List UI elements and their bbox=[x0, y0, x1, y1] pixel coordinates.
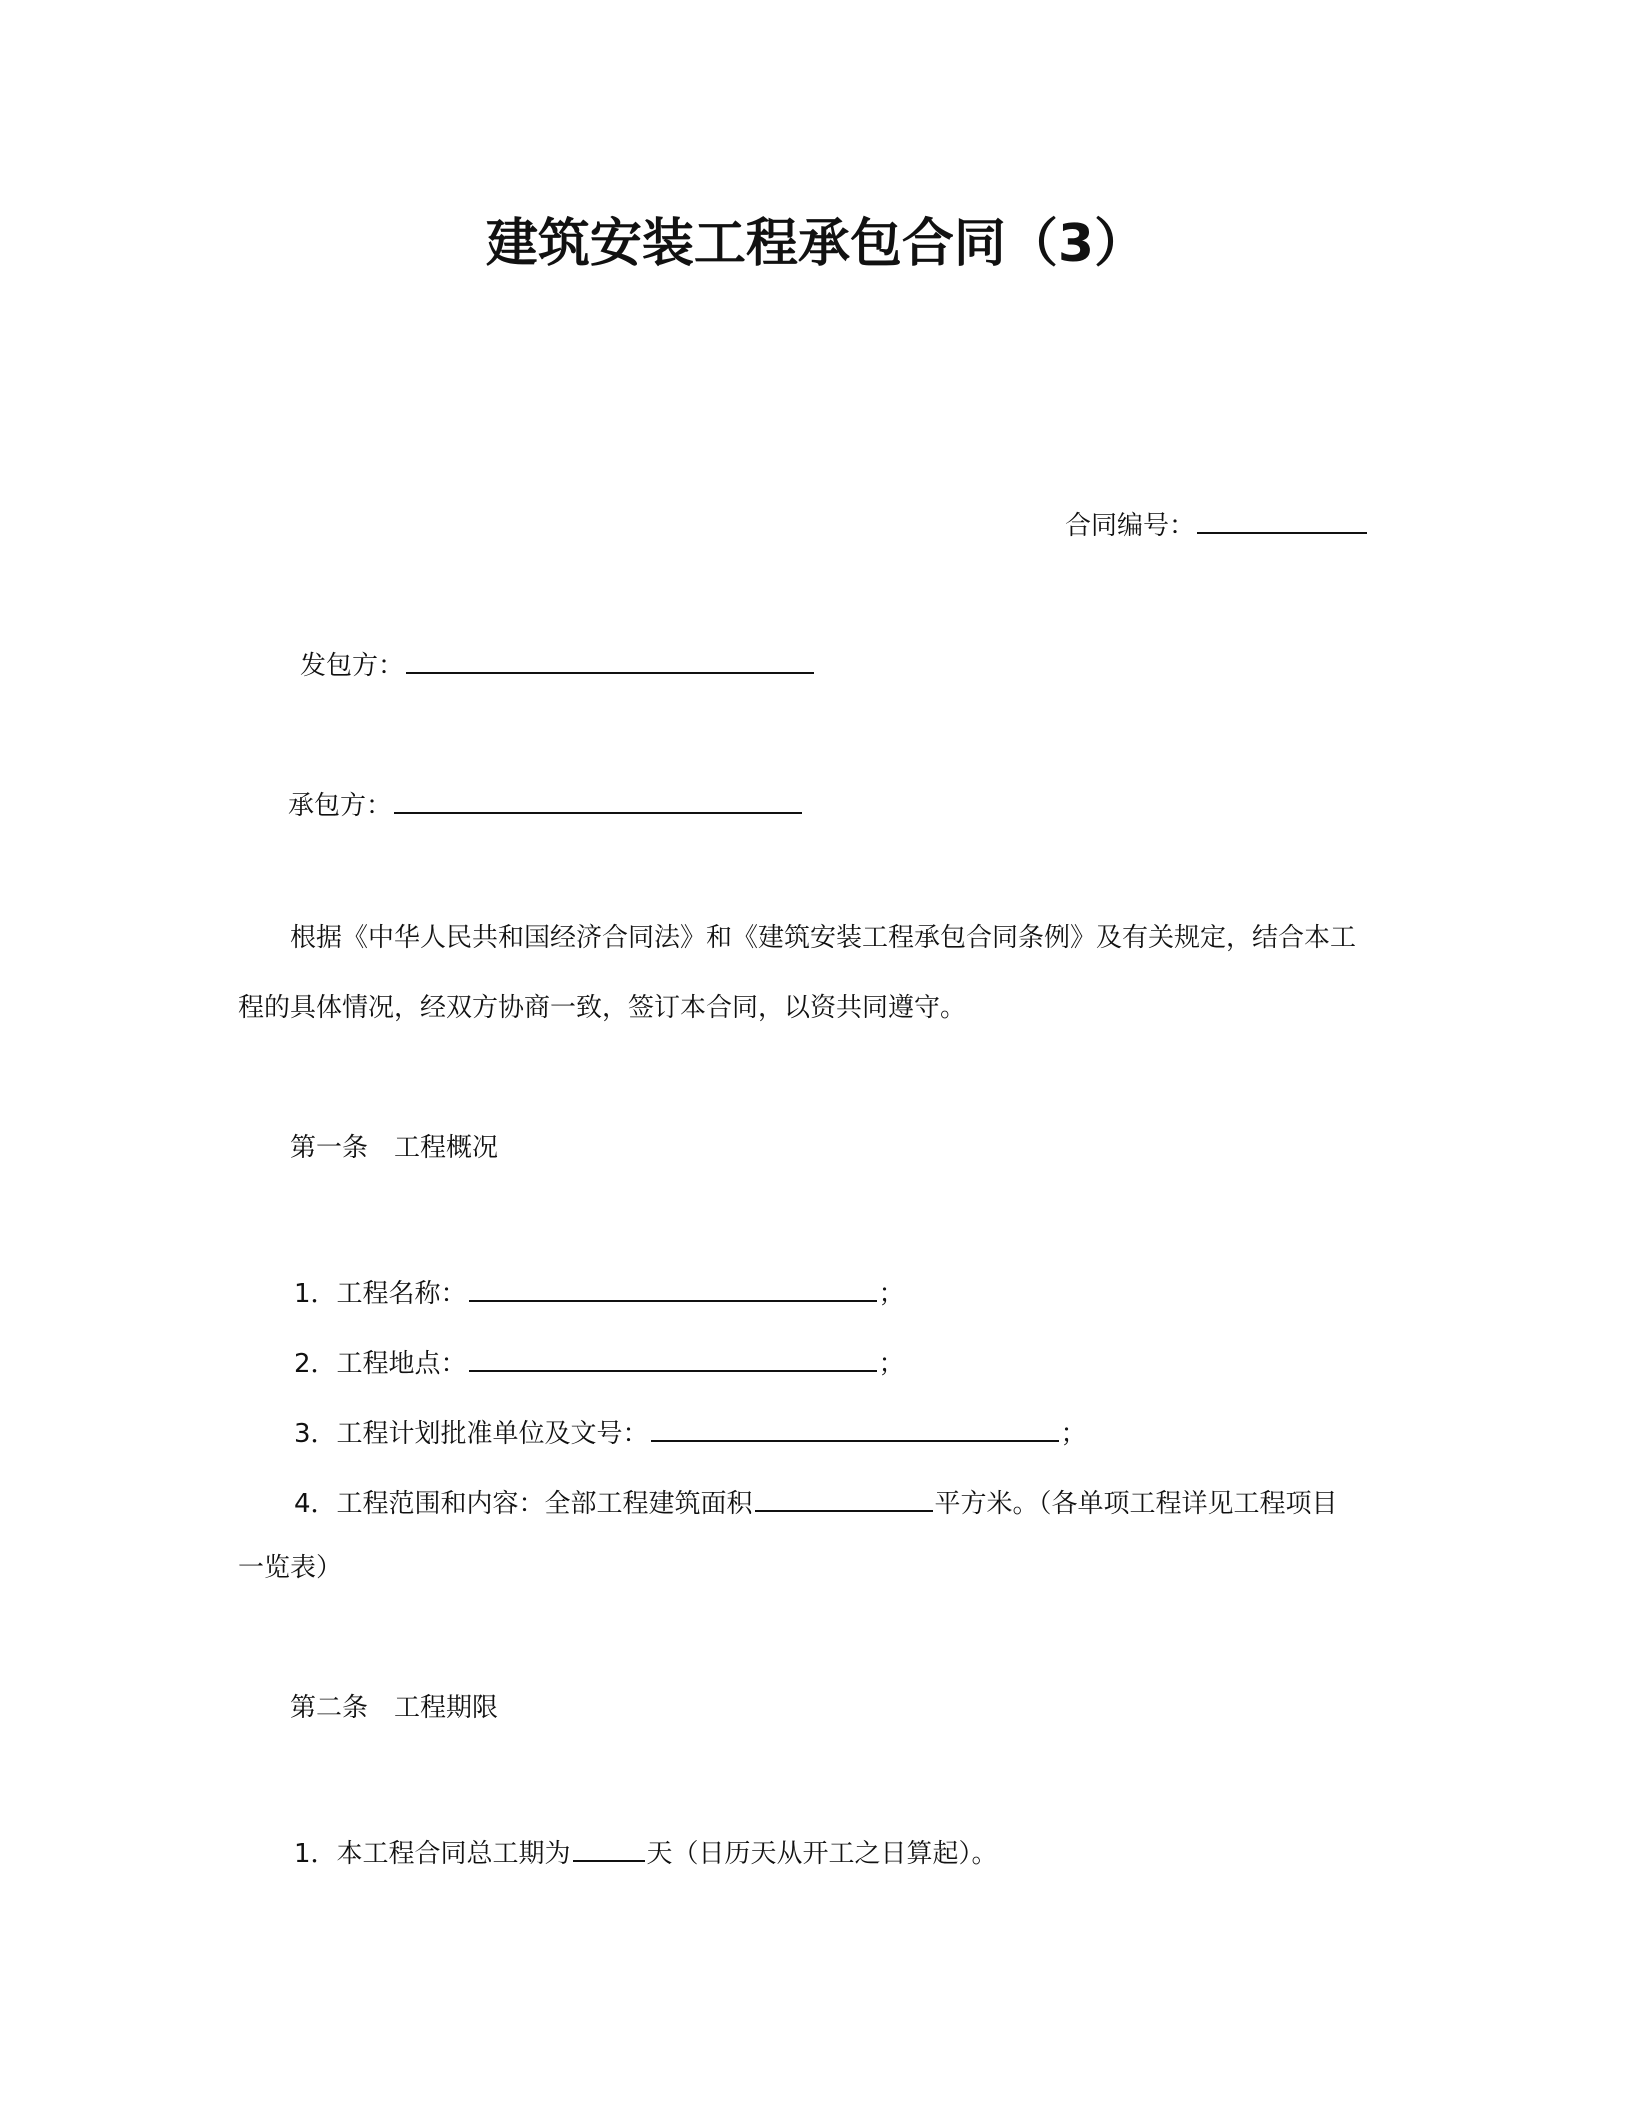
contract-number-line bbox=[1065, 502, 1369, 544]
project-location-label: 2．工程地点： bbox=[294, 1349, 467, 1379]
building-area-blank[interactable] bbox=[755, 1480, 933, 1512]
duration-suffix: 天（日历天从开工之日算起）。 bbox=[646, 1839, 998, 1869]
contract-number-label: 合同编号： bbox=[1065, 511, 1196, 541]
item-end-punct: ； bbox=[878, 1279, 905, 1309]
approval-unit-label: 3．工程计划批准单位及文号： bbox=[294, 1419, 649, 1449]
article-1-item-4-continued: 一览表） bbox=[238, 1553, 343, 1583]
article-2-heading: 第二条 工程期限 bbox=[290, 1693, 499, 1723]
party-b-line bbox=[288, 782, 804, 824]
document-title: 建筑安装工程承包合同（3） bbox=[485, 214, 1147, 274]
party-b-blank[interactable] bbox=[394, 782, 802, 814]
article-1-item-1 bbox=[294, 1270, 905, 1312]
item-end-punct: ； bbox=[878, 1349, 905, 1379]
party-b-label: 承包方： bbox=[288, 791, 393, 821]
article-1-item-2 bbox=[294, 1340, 905, 1382]
article-1-item-3 bbox=[294, 1410, 1087, 1452]
article-1-item-4 bbox=[294, 1480, 1338, 1522]
scope-prefix: 4．工程范围和内容：全部工程建筑面积 bbox=[294, 1489, 753, 1519]
project-location-blank[interactable] bbox=[469, 1340, 877, 1372]
preamble-line-2: 程的具体情况，经双方协商一致，签订本合同，以资共同遵守。 bbox=[238, 993, 967, 1023]
party-a-label: 发包方： bbox=[300, 651, 405, 681]
item-end-punct: ； bbox=[1060, 1419, 1087, 1449]
duration-days-blank[interactable] bbox=[573, 1830, 645, 1862]
project-name-label: 1．工程名称： bbox=[294, 1279, 467, 1309]
duration-prefix: 1．本工程合同总工期为 bbox=[294, 1839, 571, 1869]
article-1-heading: 第一条 工程概况 bbox=[290, 1133, 499, 1163]
party-a-blank[interactable] bbox=[406, 642, 814, 674]
preamble-line-1: 根据《中华人民共和国经济合同法》和《建筑安装工程承包合同条例》及有关规定，结合本工 bbox=[290, 923, 1357, 953]
contract-number-blank[interactable] bbox=[1197, 502, 1367, 534]
scope-suffix: 平方米。（各单项工程详见工程项目 bbox=[934, 1489, 1338, 1519]
party-a-line bbox=[300, 642, 816, 684]
approval-unit-blank[interactable] bbox=[651, 1410, 1059, 1442]
project-name-blank[interactable] bbox=[469, 1270, 877, 1302]
article-2-item-1 bbox=[294, 1830, 998, 1872]
